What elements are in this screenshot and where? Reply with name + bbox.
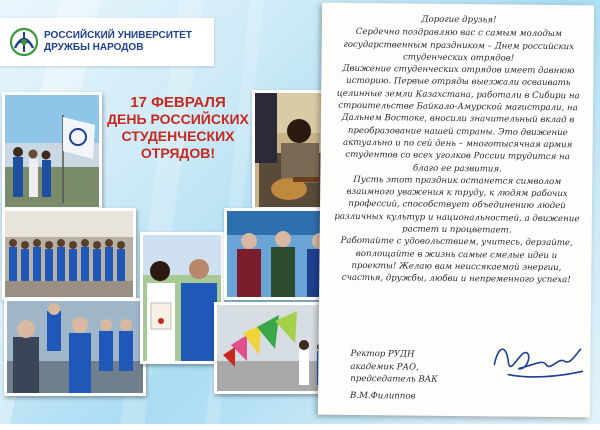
holiday-heading xyxy=(92,94,264,162)
letter-paragraph: Сердечно поздравляю вас с самым молодым государственным праздником – Днем российских студенческих отрядов! xyxy=(343,27,575,64)
letter-paragraph: Пусть этот праздник останется символом взаимного уважения к труду, к людям рабочих профессий, способствует объединению людей различных культур и национальностей, а движение растет и процветает. xyxy=(334,174,580,236)
university-name xyxy=(44,30,192,54)
signature-name: В.М.Филиппов xyxy=(350,390,416,402)
photo-two-students-diploma-image xyxy=(143,235,221,361)
signature-title-2: академик РАО, xyxy=(350,361,419,373)
letter-body xyxy=(333,13,582,287)
photo-group-uniforms xyxy=(2,208,136,300)
photo-flag-ceremony-image xyxy=(5,95,99,207)
university-name-line2: ДРУЖБЫ НАРОДОВ xyxy=(44,42,144,53)
photo-two-students-diploma xyxy=(140,232,224,364)
photo-award-ceremony-image xyxy=(7,301,143,393)
photo-group-uniforms-image xyxy=(5,211,133,297)
university-logo xyxy=(0,18,214,66)
signature-title-1: Ректор РУДН xyxy=(350,348,415,360)
rudn-logo-icon xyxy=(8,26,40,58)
signature-title-3: председатель ВАК xyxy=(350,373,438,385)
letter-signature-block xyxy=(350,348,471,403)
handwritten-signature xyxy=(488,334,585,391)
letter-paragraph: Работайте с удовольствием, учитесь, дерзайте, воплощайте в жизнь самые смелые идеи и проекты! Желаю вам неиссякаемой энергии, счастья, дружбы, любви и непременного успеха! xyxy=(340,236,573,286)
holiday-date: 17 ФЕВРАЛЯ xyxy=(130,94,226,111)
letter-greeting: Дорогие друзья! xyxy=(421,14,497,26)
photo-flag-ceremony xyxy=(2,92,102,210)
holiday-title: ДЕНЬ РОССИЙСКИХ СТУДЕНЧЕСКИХ ОТРЯДОВ! xyxy=(107,111,249,161)
university-name-line1: РОССИЙСКИЙ УНИВЕРСИТЕТ xyxy=(44,30,192,41)
photo-award-ceremony xyxy=(4,298,146,396)
greeting-letter xyxy=(318,3,594,418)
letter-paragraph: Движение студенческих отрядов имеет давнюю историю. Первые отряды выезжали осваивать целинные земли Казахстана, работали в Сибири на строительстве Байкало-Амурской магистрали, на Дальнем Востоке, вносили значительный вклад в преобразование нашей страны. Это движение актуально и по сей день – многотысячная армия студентов со всех уголков России трудится на благо ее развития. xyxy=(336,63,580,175)
